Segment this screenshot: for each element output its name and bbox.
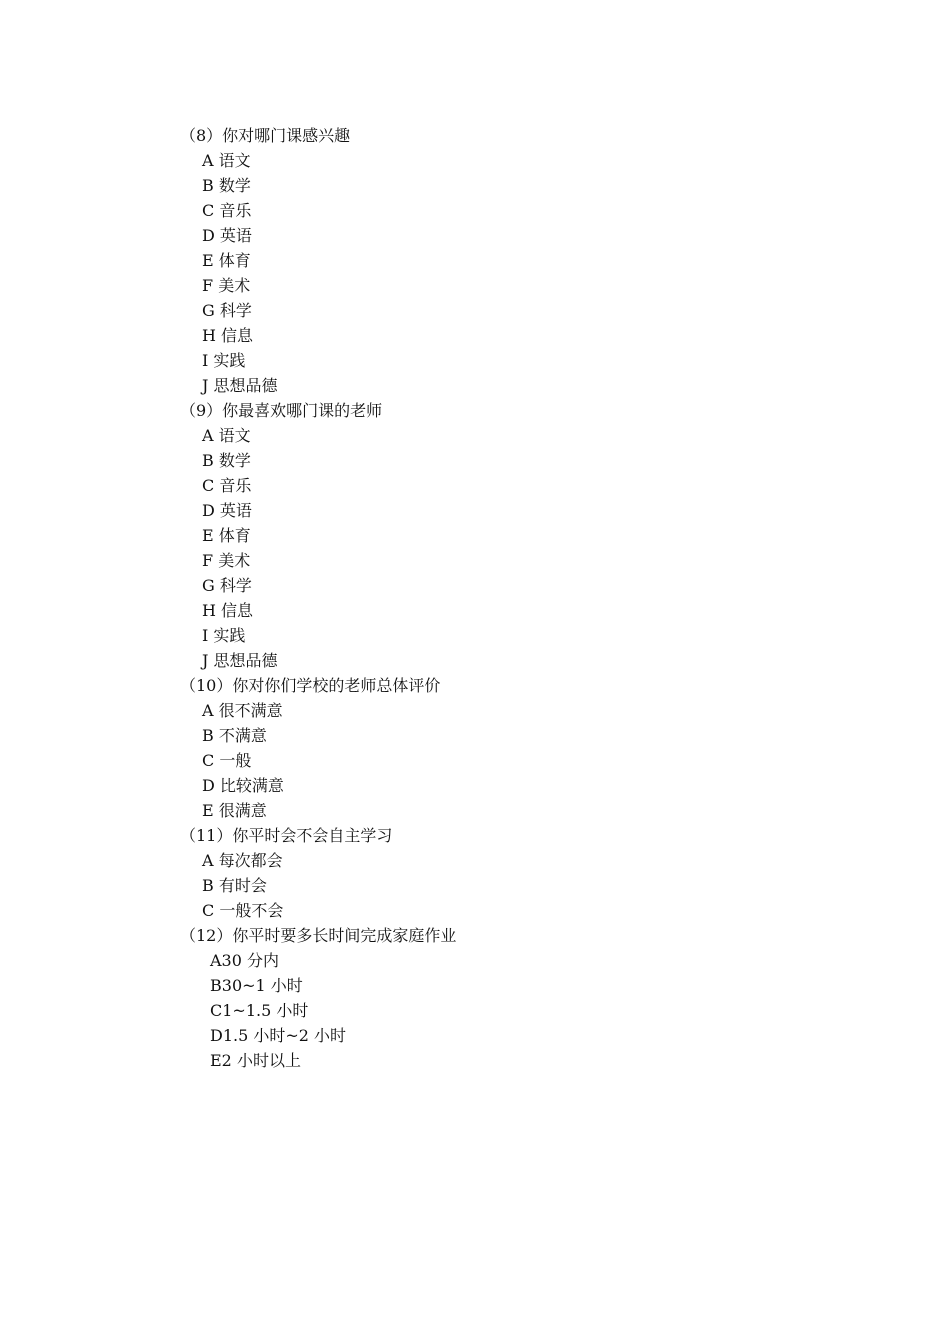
question-12-option-a: A30 分内 <box>210 951 280 970</box>
question-9-option-c: C 音乐 <box>202 476 252 495</box>
question-10-title: （10）你对你们学校的老师总体评价 <box>180 676 441 695</box>
question-9-option-f: F 美术 <box>202 551 251 570</box>
question-10-option-a: A 很不满意 <box>202 701 283 720</box>
question-8-title: （8）你对哪门课感兴趣 <box>180 126 351 145</box>
question-12-option-d: D1.5 小时~2 小时 <box>210 1026 347 1045</box>
question-11-option-c: C 一般不会 <box>202 901 284 920</box>
question-12-option-e: E2 小时以上 <box>210 1051 301 1070</box>
question-8-option-b: B 数学 <box>202 176 251 195</box>
question-9-title: （9）你最喜欢哪门课的老师 <box>180 401 383 420</box>
question-8-option-d: D 英语 <box>202 226 252 245</box>
question-12-option-b: B30~1 小时 <box>210 976 303 995</box>
question-8-option-e: E 体育 <box>202 251 251 270</box>
question-8-option-c: C 音乐 <box>202 201 252 220</box>
question-9-option-d: D 英语 <box>202 501 252 520</box>
question-9-option-e: E 体育 <box>202 526 251 545</box>
question-8-option-f: F 美术 <box>202 276 251 295</box>
question-10-option-c: C 一般 <box>202 751 252 770</box>
question-9-option-b: B 数学 <box>202 451 251 470</box>
question-11-option-a: A 每次都会 <box>202 851 283 870</box>
question-12-title: （12）你平时要多长时间完成家庭作业 <box>180 926 457 945</box>
questionnaire-content <box>180 123 780 1073</box>
question-10-option-e: E 很满意 <box>202 801 267 820</box>
question-8-option-g: G 科学 <box>202 301 252 320</box>
question-9-option-a: A 语文 <box>202 426 251 445</box>
question-9-option-g: G 科学 <box>202 576 252 595</box>
question-9-option-j: J 思想品德 <box>202 651 278 670</box>
question-9-option-i: I 实践 <box>202 626 246 645</box>
question-11-title: （11）你平时会不会自主学习 <box>180 826 393 845</box>
question-8-option-j: J 思想品德 <box>202 376 278 395</box>
question-10-option-d: D 比较满意 <box>202 776 284 795</box>
question-10-option-b: B 不满意 <box>202 726 267 745</box>
question-8-option-a: A 语文 <box>202 151 251 170</box>
question-12-option-c: C1~1.5 小时 <box>210 1001 309 1020</box>
question-11-option-b: B 有时会 <box>202 876 267 895</box>
question-8-option-i: I 实践 <box>202 351 246 370</box>
question-8-option-h: H 信息 <box>202 326 254 345</box>
question-9-option-h: H 信息 <box>202 601 254 620</box>
